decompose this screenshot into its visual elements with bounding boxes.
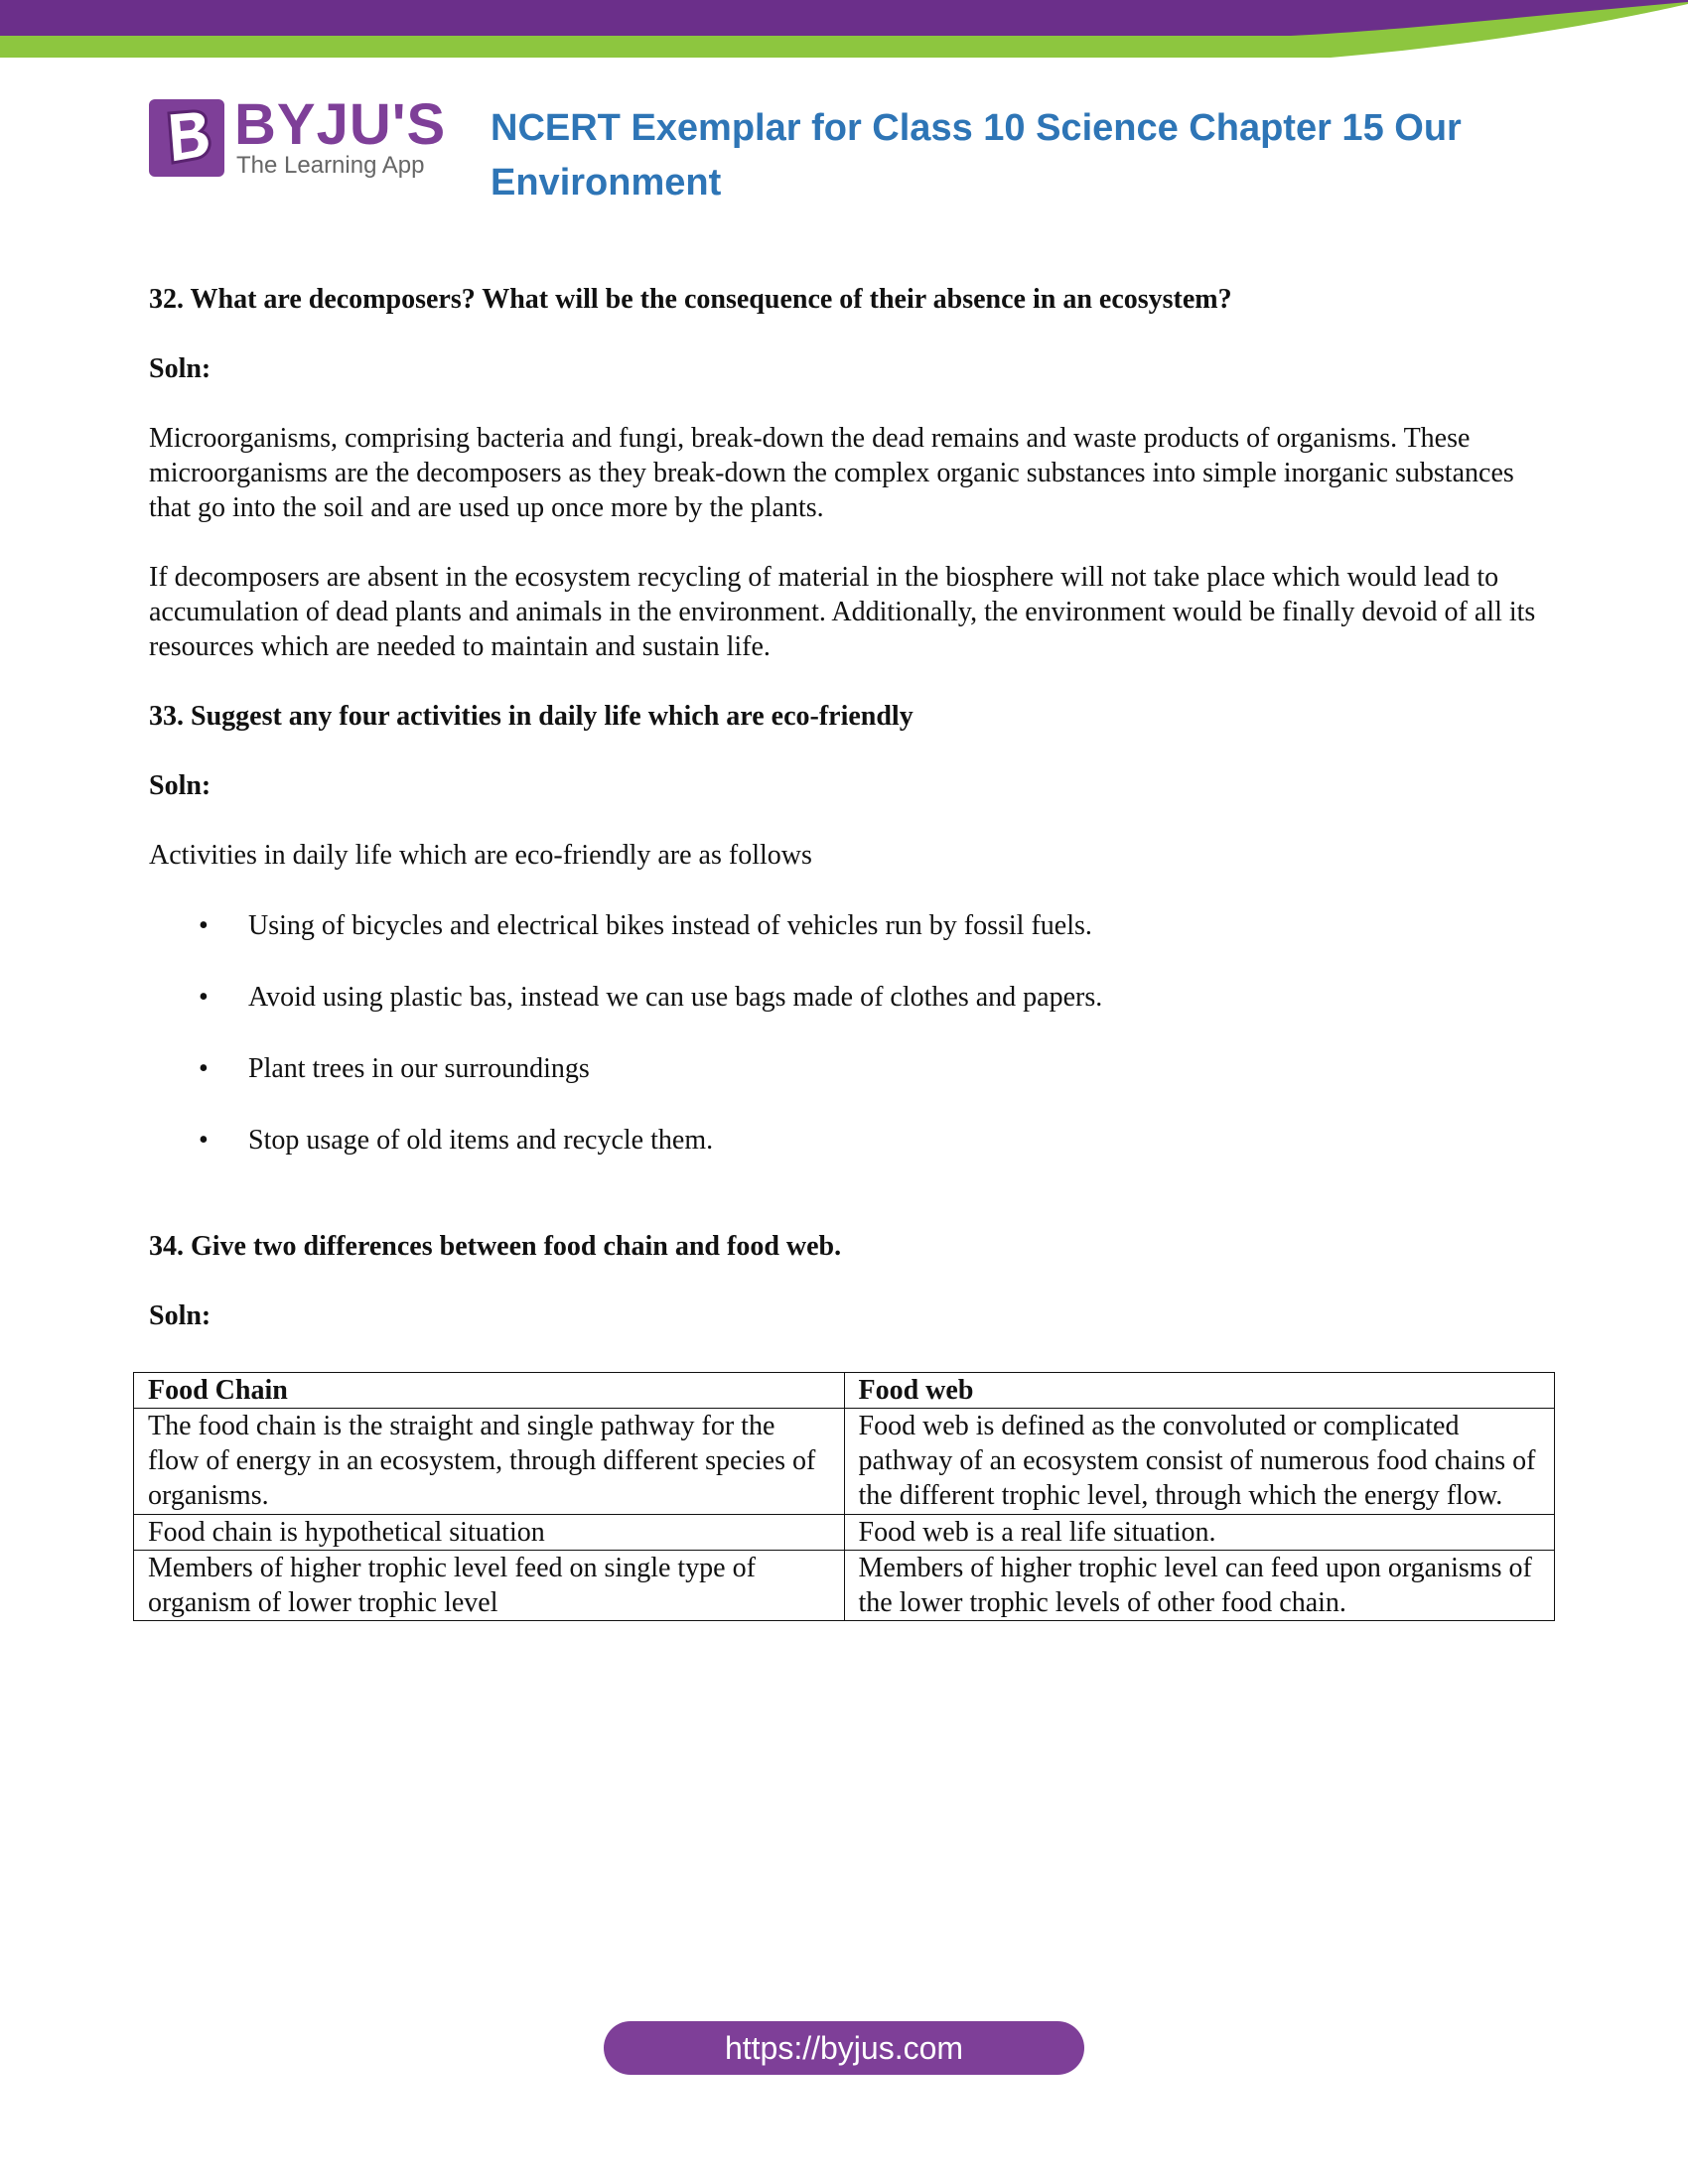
byjus-logo bbox=[149, 92, 447, 183]
list-item bbox=[149, 979, 1539, 1017]
question-33: 33. Suggest any four activities in daily life which are eco-friendly bbox=[149, 701, 914, 732]
answer-32-para-2: If decomposers are absent in the ecosystem recycling of material in the biosphere will not take place which would lead to accumulation of dead plants and animals in the environment. Additionally, the environment would be finally devoid of all its resources which are needed to maintain and sustain life. bbox=[149, 562, 1536, 662]
table-row bbox=[134, 1551, 1555, 1621]
logo-b-icon bbox=[149, 99, 224, 177]
top-color-band bbox=[0, 0, 1688, 62]
bullet-icon: • bbox=[199, 910, 209, 941]
eco-activities-list bbox=[149, 907, 1539, 1160]
bullet-icon: • bbox=[199, 1125, 209, 1156]
soln-label-33: Soln: bbox=[149, 770, 211, 801]
list-item bbox=[149, 1050, 1539, 1088]
logo-wordmark: BYJU'S bbox=[234, 92, 447, 157]
list-item bbox=[149, 907, 1539, 945]
table-row bbox=[134, 1409, 1555, 1515]
list-item-text: Using of bicycles and electrical bikes instead of vehicles run by fossil fuels. bbox=[248, 910, 1092, 941]
list-item bbox=[149, 1122, 1539, 1160]
page-title: NCERT Exemplar for Class 10 Science Chapter 15 Our Environment bbox=[491, 107, 1462, 204]
table-header-row bbox=[134, 1373, 1555, 1409]
table-cell: Food web is defined as the convoluted or complicated pathway of an ecosystem consist of numerous food chains of the different trophic level, through which the energy flow. bbox=[844, 1409, 1555, 1515]
document-body bbox=[149, 282, 1539, 1368]
footer-url-link[interactable]: https://byjus.com bbox=[604, 2021, 1084, 2075]
table-cell: Members of higher trophic level can feed upon organisms of the lower trophic levels of other food chain. bbox=[844, 1551, 1555, 1621]
list-item-text: Avoid using plastic bas, instead we can use bags made of clothes and papers. bbox=[248, 982, 1103, 1013]
list-item-text: Plant trees in our surroundings bbox=[248, 1053, 590, 1084]
question-34: 34. Give two differences between food chain and food web. bbox=[149, 1231, 842, 1262]
food-chain-vs-web-table bbox=[133, 1372, 1555, 1621]
table-cell: Food web is a real life situation. bbox=[844, 1515, 1555, 1551]
table-header-cell: Food Chain bbox=[134, 1373, 845, 1409]
bullet-icon: • bbox=[199, 1053, 209, 1084]
table-cell: Food chain is hypothetical situation bbox=[134, 1515, 845, 1551]
question-32: 32. What are decomposers? What will be the consequence of their absence in an ecosystem? bbox=[149, 284, 1232, 315]
table-cell: The food chain is the straight and single pathway for the flow of energy in an ecosystem, through different species of organisms. bbox=[134, 1409, 845, 1515]
answer-33-intro: Activities in daily life which are eco-friendly are as follows bbox=[149, 840, 812, 871]
table-header-cell: Food web bbox=[844, 1373, 1555, 1409]
soln-label-32: Soln: bbox=[149, 353, 211, 384]
table-cell: Members of higher trophic level feed on single type of organism of lower trophic level bbox=[134, 1551, 845, 1621]
bullet-icon: • bbox=[199, 982, 209, 1013]
answer-32-para-1: Microorganisms, comprising bacteria and fungi, break-down the dead remains and waste products of organisms. These microorganisms are the decomposers as they break-down the complex organic substances into simple inorganic substances that go into the soil and are used up once more by the plants. bbox=[149, 423, 1514, 523]
table-row bbox=[134, 1515, 1555, 1551]
logo-tagline: The Learning App bbox=[236, 152, 425, 179]
list-item-text: Stop usage of old items and recycle them. bbox=[248, 1125, 714, 1156]
soln-label-34: Soln: bbox=[149, 1300, 211, 1331]
